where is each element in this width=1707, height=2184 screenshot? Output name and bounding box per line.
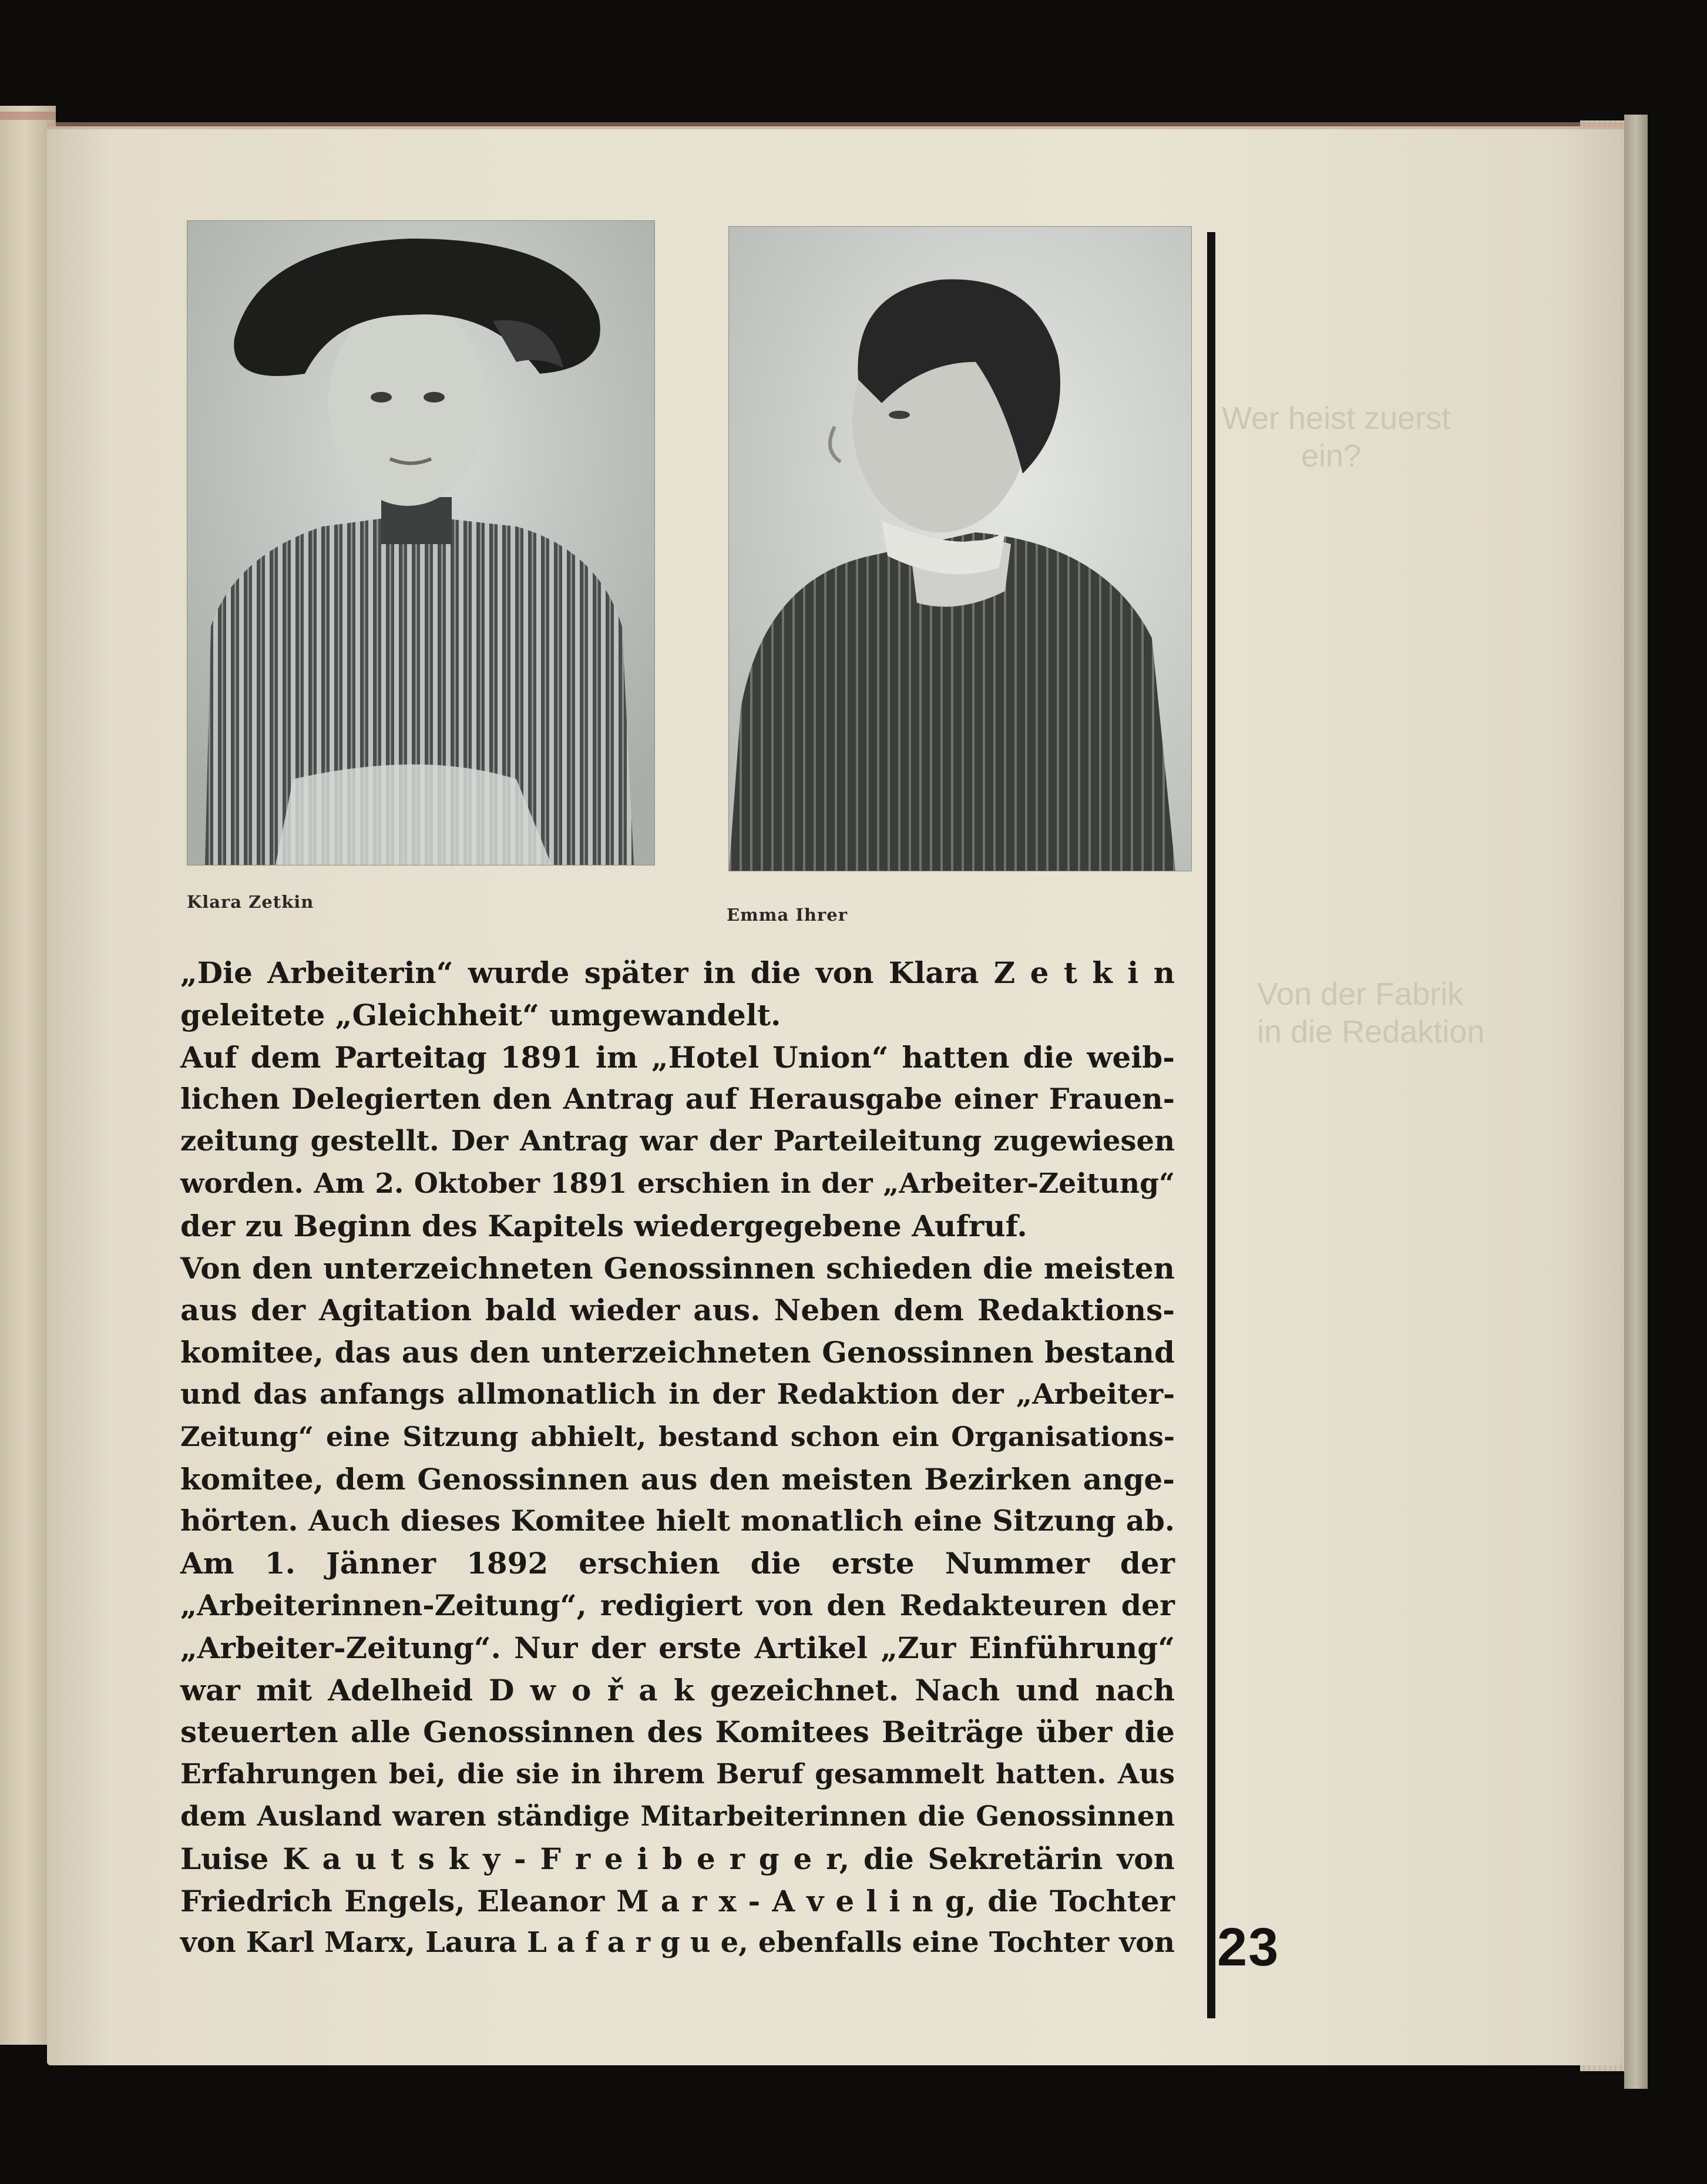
text-line: komitee, dem Genossinnen aus den meisten Bezirken ange- bbox=[180, 1461, 1175, 1497]
text-line: hörten. Auch dieses Komitee hielt monatlich eine Sitzung ab. bbox=[180, 1504, 1175, 1538]
text-line: Friedrich Engels, Eleanor M a r x - A v e l i n g, die Tochter bbox=[180, 1883, 1175, 1918]
text-line: zeitung gestellt. Der Antrag war der Parteileitung zugewiesen bbox=[180, 1125, 1175, 1158]
book-cover-edge bbox=[1624, 115, 1648, 2089]
body-text bbox=[180, 952, 1175, 1964]
text-line: Erfahrungen bei, die sie in ihrem Beruf gesammelt hatten. Aus bbox=[180, 1758, 1175, 1791]
show-through-text: Von der Fabrik in die Redaktion bbox=[1257, 977, 1485, 1049]
text-line: steuerten alle Genossinnen des Komitees Beiträge über die bbox=[180, 1715, 1175, 1750]
text-line: Auf dem Parteitag 1891 im „Hotel Union“ hatten die weib- bbox=[180, 1039, 1175, 1075]
photo-emma-ihrer bbox=[728, 226, 1192, 871]
text-line: Zeitung“ eine Sitzung abhielt, bestand schon ein Organisations- bbox=[180, 1420, 1175, 1452]
photo-klara-zetkin bbox=[187, 220, 655, 865]
text-line: worden. Am 2. Oktober 1891 erschien in der „Arbeiter-Zeitung“ bbox=[180, 1167, 1175, 1200]
photo-caption-1: Klara Zetkin bbox=[187, 892, 314, 912]
text-line: „Arbeiter-Zeitung“. Nur der erste Artikel „Zur Einführung“ bbox=[180, 1630, 1175, 1665]
text-line: Von den unterzeichneten Genossinnen schieden die meisten bbox=[180, 1250, 1175, 1286]
vertical-rule bbox=[1207, 232, 1215, 2018]
text-line: geleitete „Gleichheit“ umgewandelt. bbox=[180, 997, 781, 1032]
text-line: von Karl Marx, Laura L a f a r g u e, ebenfalls eine Tochter von bbox=[180, 1926, 1175, 1960]
text-line: dem Ausland waren ständige Mitarbeiterinnen die Genossinnen bbox=[180, 1800, 1175, 1833]
text-line: „Arbeiterinnen-Zeitung“, redigiert von den Redakteuren der bbox=[180, 1588, 1175, 1622]
text-line: Luise K a u t s k y - F r e i b e r g e r, die Sekretärin von bbox=[180, 1841, 1175, 1876]
text-line: war mit Adelheid D w o ř a k gezeichnet. Nach und nach bbox=[180, 1672, 1175, 1707]
portrait-image bbox=[729, 227, 1191, 871]
text-line: lichen Delegierten den Antrag auf Herausgabe einer Frauen- bbox=[180, 1082, 1175, 1116]
left-page-red-edge bbox=[0, 112, 56, 120]
text-line: und das anfangs allmonatlich in der Redaktion der „Arbeiter- bbox=[180, 1377, 1175, 1411]
text-line: komitee, das aus den unterzeichneten Genossinnen bestand bbox=[180, 1335, 1175, 1370]
show-through-text: Wer heist zuerst ein? bbox=[1222, 401, 1451, 474]
text-line: aus der Agitation bald wieder aus. Neben dem Redaktions- bbox=[180, 1293, 1175, 1328]
page-number: 23 bbox=[1217, 1917, 1280, 1977]
text-line: der zu Beginn des Kapitels wiedergegebene Aufruf. bbox=[180, 1208, 1027, 1243]
portrait-image bbox=[187, 221, 654, 865]
page-top-red-edge bbox=[47, 122, 1627, 129]
text-line: „Die Arbeiterin“ wurde später in die von Klara Z e t k i n bbox=[180, 955, 1175, 990]
photo-caption-2: Emma Ihrer bbox=[727, 905, 848, 925]
text-line: Am 1. Jänner 1892 erschien die erste Nummer der bbox=[180, 1546, 1175, 1581]
